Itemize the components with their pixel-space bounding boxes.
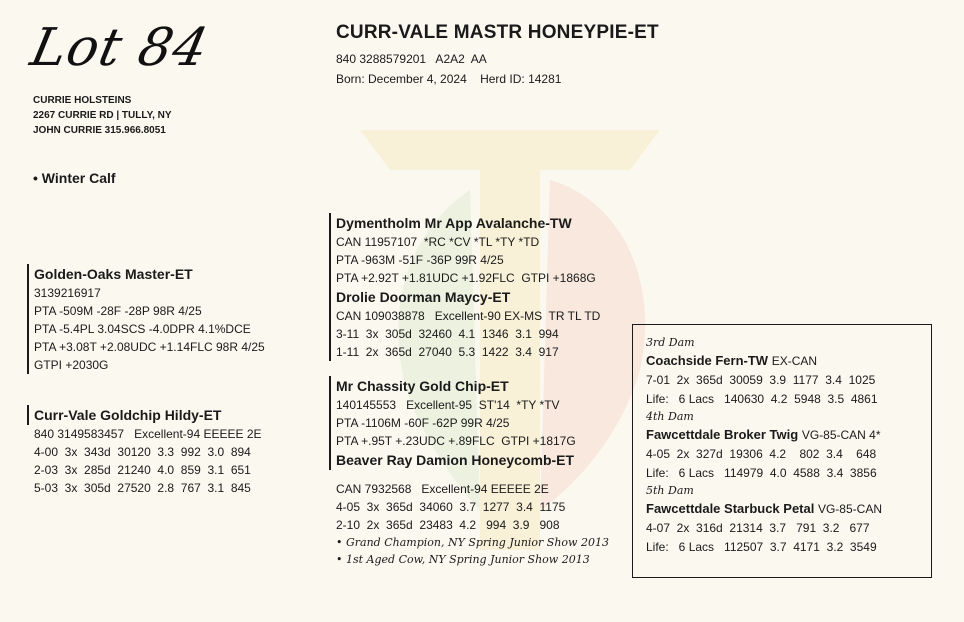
third-dam-line: 7-01 2x 365d 30059 3.9 1177 3.4 1025: [646, 373, 876, 387]
fifth-dam-classification: VG-85-CAN: [817, 502, 882, 516]
maternal-grandsire-line: PTA +.95T +.23UDC +.89FLC GTPI +1817G: [336, 434, 576, 448]
paternal-grandsire-name: Dymentholm Mr App Avalanche-TW: [336, 215, 572, 231]
paternal-grandsire-block: [329, 213, 600, 361]
maternal-grandsire-name: Mr Chassity Gold Chip-ET: [336, 378, 509, 394]
fourth-dam-name: [646, 425, 931, 445]
third-dam-label: 3rd Dam: [646, 336, 695, 349]
sire-line: PTA +3.08T +2.08UDC +1.14FLC 98R 4/25: [34, 340, 265, 354]
sire-line: PTA -509M -28F -28P 98R 4/25: [34, 304, 202, 318]
animal-name: CURR-VALE MASTR HONEYPIE-ET: [336, 22, 659, 43]
consignor-contact: JOHN CURRIE 315.966.8051: [33, 125, 166, 136]
sire-line: 3139216917: [34, 286, 101, 300]
lot-number: Lot 84: [25, 18, 214, 78]
paternal-granddam-name: Drolie Doorman Maycy-ET: [336, 289, 511, 305]
dam-line: 5-03 3x 305d 27520 2.8 767 3.1 845: [34, 481, 251, 495]
fourth-dam-line: Life: 6 Lacs 114979 4.0 4588 3.4 3856: [646, 466, 877, 480]
dam-name: Curr-Vale Goldchip Hildy-ET: [27, 405, 262, 425]
paternal-grandsire-line: PTA -963M -51F -36P 99R 4/25: [336, 253, 504, 267]
fifth-dam-line: Life: 6 Lacs 112507 3.7 4171 3.2 3549: [646, 540, 877, 554]
fourth-dam-line: 4-05 2x 327d 19306 4.2 802 3.4 648: [646, 447, 877, 461]
third-dam: [646, 335, 931, 409]
fifth-dam-name: [646, 499, 931, 519]
fourth-dam-name-text: Fawcettdale Broker Twig: [646, 427, 799, 442]
consignor-address: 2267 CURRIE RD | TULLY, NY: [33, 110, 172, 121]
paternal-granddam-line: 3-11 3x 305d 32460 4.1 1346 3.1 994: [336, 327, 559, 341]
maternal-granddam-block: [336, 480, 609, 568]
fifth-dam-name-text: Fawcettdale Starbuck Petal: [646, 501, 815, 516]
third-dam-name: [646, 351, 931, 371]
paternal-grandsire-line: CAN 11957107 *RC *CV *TL *TY *TD: [336, 235, 540, 249]
third-dam-name-text: Coachside Fern-TW: [646, 353, 769, 368]
paternal-grandsire-line: PTA +2.92T +1.81UDC +1.92FLC GTPI +1868G: [336, 271, 596, 285]
dam-line: 2-03 3x 285d 21240 4.0 859 3.1 651: [34, 463, 251, 477]
maternal-granddam-name: Beaver Ray Damion Honeycomb-ET: [336, 452, 575, 468]
sire-block: [27, 264, 265, 374]
third-dam-line: Life: 6 Lacs 140630 4.2 5948 3.5 4861: [646, 392, 878, 406]
maternal-granddam-line: CAN 7932568 Excellent-94 EEEEE 2E: [336, 482, 549, 496]
maternal-granddam-line: 2-10 2x 365d 23483 4.2 994 3.9 908: [336, 518, 560, 532]
consignor-info: [33, 93, 172, 138]
sale-type: • Winter Calf: [33, 170, 116, 186]
sire-line: PTA -5.4PL 3.04SCS -4.0DPR 4.1%DCE: [34, 322, 251, 336]
dam-family-box: [632, 324, 932, 578]
dam-line: 4-00 3x 343d 30120 3.3 992 3.0 894: [34, 445, 251, 459]
fifth-dam-label: 5th Dam: [646, 484, 694, 497]
fourth-dam-label: 4th Dam: [646, 410, 694, 423]
consignor-farm: CURRIE HOLSTEINS: [33, 95, 132, 106]
maternal-granddam-note: • 1st Aged Cow, NY Spring Junior Show 2013: [336, 553, 590, 566]
maternal-granddam-line: 4-05 3x 365d 34060 3.7 1277 3.4 1175: [336, 500, 566, 514]
maternal-grandsire-block: [329, 376, 576, 470]
dam-block: [27, 405, 262, 497]
fourth-dam-classification: VG-85-CAN 4*: [801, 428, 881, 442]
paternal-granddam-line: 1-11 2x 365d 27040 5.3 1422 3.4 917: [336, 345, 559, 359]
fourth-dam: [646, 409, 931, 483]
fifth-dam: [646, 483, 931, 557]
sire-line: GTPI +2030G: [34, 358, 109, 372]
animal-info: [336, 49, 561, 89]
fifth-dam-line: 4-07 2x 316d 21314 3.7 791 3.2 677: [646, 521, 870, 535]
animal-born-line: Born: December 4, 2024 Herd ID: 14281: [336, 72, 562, 86]
third-dam-classification: EX-CAN: [771, 354, 818, 368]
dam-line: 840 3149583457 Excellent-94 EEEEE 2E: [34, 427, 262, 441]
maternal-granddam-note: • Grand Champion, NY Spring Junior Show 2013: [336, 536, 609, 549]
sire-name: Golden-Oaks Master-ET: [34, 266, 193, 282]
paternal-granddam-line: CAN 109038878 Excellent-90 EX-MS TR TL TD: [336, 309, 601, 323]
sale-type-label: Winter Calf: [41, 170, 116, 186]
animal-id-line: 840 3288579201 A2A2 AA: [336, 52, 487, 66]
maternal-grandsire-line: PTA -1106M -60F -62P 99R 4/25: [336, 416, 510, 430]
maternal-grandsire-line: 140145553 Excellent-95 ST'14 *TY *TV: [336, 398, 560, 412]
